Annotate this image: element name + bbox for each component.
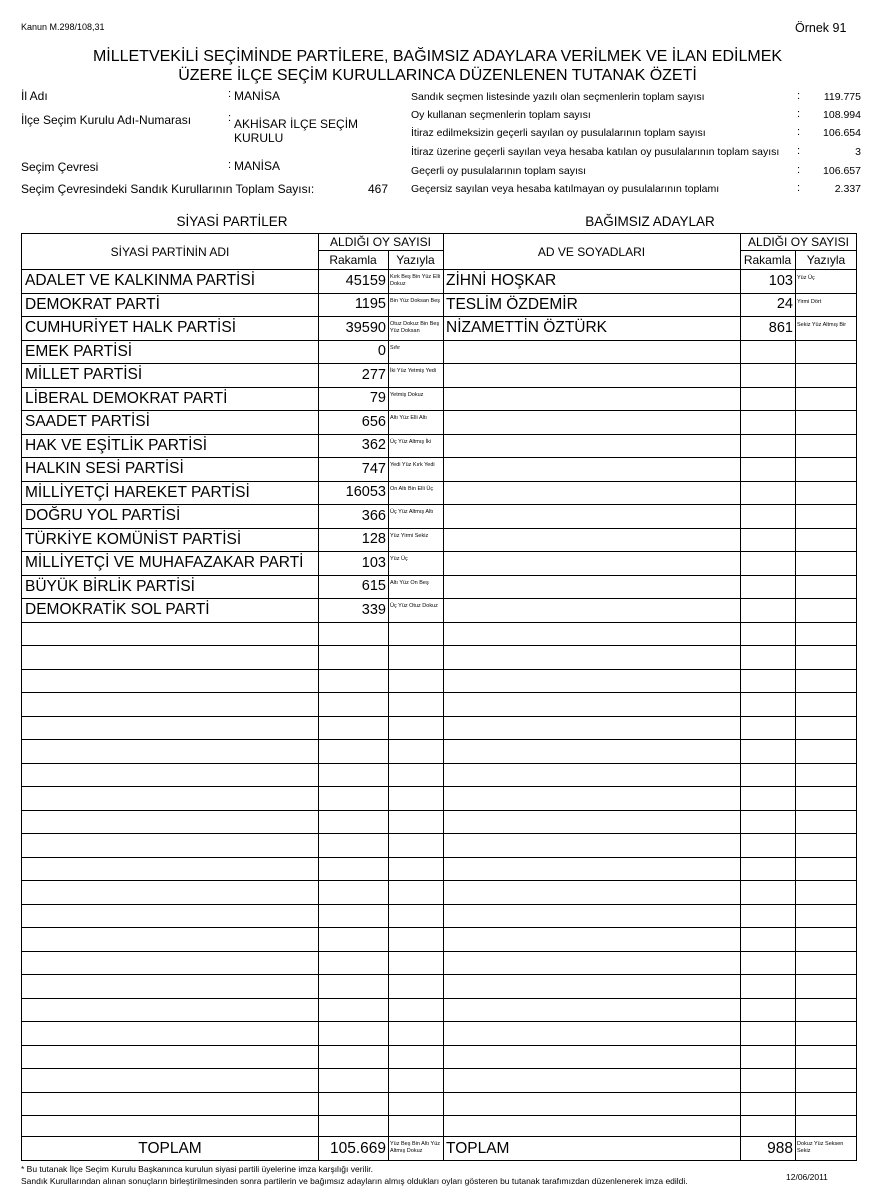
colon: : [228, 88, 232, 100]
row-divider [22, 551, 856, 552]
row-divider [22, 504, 856, 505]
stat-value: 2.337 [834, 183, 861, 195]
row-divider [22, 857, 856, 858]
cevre-value: MANİSA [234, 159, 281, 173]
header-divider [740, 250, 857, 251]
candidate-name-header: AD VE SOYADLARI [537, 245, 646, 259]
row-divider [22, 974, 856, 975]
row-divider [22, 387, 856, 388]
party-votes: 79 [369, 390, 386, 406]
party-votes: 747 [361, 460, 386, 477]
party-name: DEMOKRAT PARTİ [25, 295, 160, 313]
row-divider [22, 716, 856, 717]
row-divider [22, 763, 856, 764]
row-divider [22, 363, 856, 364]
row-divider [22, 1068, 856, 1069]
stat-label: Geçersiz sayılan veya hesaba katılmayan oy pusulalarının toplamı [411, 183, 720, 195]
colon: : [797, 182, 801, 194]
colon: : [797, 164, 801, 176]
row-divider [22, 316, 856, 317]
row-divider [22, 410, 856, 411]
il-label: İl Adı [21, 89, 48, 103]
party-name: CUMHURİYET HALK PARTİSİ [25, 319, 237, 336]
header-divider [318, 250, 443, 251]
document-title-line2: ÜZERE İLÇE SEÇİM KURULLARINCA DÜZENLENEN TUTANAK ÖZETİ [178, 67, 697, 84]
stat-value: 119.775 [823, 91, 861, 103]
candidate-votes-words: Sekiz Yüz Altmış Bir [797, 322, 847, 328]
stat-label: Geçerli oy pusulalarının toplam sayısı [411, 165, 587, 177]
row-divider [22, 481, 856, 482]
party-name: EMEK PARTİSİ [25, 342, 133, 360]
party-name: BÜYÜK BİRLİK PARTİSİ [25, 577, 195, 595]
row-divider [22, 1021, 856, 1022]
row-divider [22, 293, 856, 294]
candidate-votes: 103 [768, 272, 793, 289]
party-votes-header: ALDIĞI OY SAYISI [330, 235, 431, 249]
party-name: MİLLET PARTİSİ [25, 366, 143, 383]
row-divider [22, 951, 856, 952]
header-bottom-line [22, 269, 856, 270]
party-votes-words: Sıfır [390, 344, 401, 351]
party-votes: 39590 [345, 319, 386, 336]
row-divider [22, 598, 856, 599]
candidate-votes-words: Yüz Üç [797, 275, 815, 281]
cevre-label: Seçim Çevresi [21, 160, 99, 174]
row-divider [22, 528, 856, 529]
results-table [21, 233, 857, 1161]
party-votes-words: Kırk Beş Bin Yüz Elli Dokuz [390, 274, 441, 287]
candidate-votes-words: Yirmi Dört [797, 298, 822, 305]
stat-label: Oy kullanan seçmenlerin toplam sayısı [411, 109, 591, 121]
colon: : [797, 90, 801, 102]
party-votes-words: İki Yüz Yetmiş Yedi [390, 368, 437, 374]
row-divider [22, 786, 856, 787]
candidate-name: TESLİM ÖZDEMİR [446, 295, 578, 313]
candidate-total-label: TOPLAM [446, 1140, 510, 1157]
row-divider [22, 1115, 856, 1116]
candidate-total-value: 988 [767, 1140, 793, 1157]
stat-label: İtiraz edilmeksizin geçerli sayılan oy pusulalarının toplam sayısı [411, 127, 706, 139]
party-name: SAADET PARTİSİ [25, 413, 150, 430]
footer-note-1: * Bu tutanak İlçe Seçim Kurulu Başkanınca kurulun siyasi partili üyelerine imza karşılığı verilir. [21, 1164, 373, 1174]
party-votes: 0 [377, 343, 386, 359]
row-divider [22, 998, 856, 999]
il-value: MANİSA [234, 89, 281, 103]
row-divider [22, 904, 856, 905]
stat-value: 106.654 [823, 127, 861, 139]
party-total-value: 105.669 [329, 1140, 386, 1157]
candidate-total-words: Dokuz Yüz Seksen Sekiz [797, 1141, 844, 1154]
party-total-words: Yüz Beş Bin Altı Yüz Altmış Dokuz [390, 1141, 441, 1154]
party-numeric-header: Rakamla [329, 253, 377, 267]
party-name: LİBERAL DEMOKRAT PARTİ [25, 389, 228, 407]
colon: : [797, 108, 801, 120]
party-votes: 615 [361, 578, 386, 594]
stat-label: İtiraz üzerine geçerli sayılan veya hesaba katılan oy pusulalarının toplam sayısı [411, 146, 780, 158]
party-votes-words: Altı Yüz On Beş [390, 579, 429, 586]
party-votes-words: Üç Yüz Otuz Dokuz [390, 603, 438, 609]
row-divider [22, 434, 856, 435]
row-divider [22, 340, 856, 341]
ilce-value-line2: KURULU [234, 131, 284, 145]
stat-value: 3 [855, 146, 861, 158]
candidate-votes-header: ALDIĞI OY SAYISI [748, 235, 849, 249]
party-votes-words: Yüz Yirmi Sekiz [390, 532, 429, 539]
party-votes-words: Üç Yüz Altmış Altı [390, 509, 434, 515]
ilce-label: İlçe Seçim Kurulu Adı-Numarası [21, 113, 192, 127]
document-title-line1: MİLLETVEKİLİ SEÇİMİNDE PARTİLERE, BAĞIMSIZ ADAYLARA VERİLMEK VE İLAN EDİLMEK [92, 48, 783, 65]
ilce-value-line1: AKHİSAR İLÇE SEÇİM [234, 117, 359, 131]
totals-line [22, 1136, 856, 1137]
party-name: MİLLİYETÇİ VE MUHAFAZAKAR PARTİ [25, 554, 304, 571]
sandik-label: Seçim Çevresindeki Sandık Kurullarının Toplam Sayısı: [21, 182, 315, 196]
party-votes: 656 [361, 413, 386, 430]
party-name-header: SİYASİ PARTİNİN ADI [110, 245, 230, 259]
party-votes: 45159 [345, 272, 386, 289]
candidate-numeric-header: Rakamla [743, 253, 792, 267]
row-divider [22, 692, 856, 693]
party-written-header: Yazıyla [396, 253, 435, 267]
party-votes: 16053 [345, 484, 386, 500]
stat-label: Sandık seçmen listesinde yazılı olan seçmenlerin toplam sayısı [411, 91, 705, 103]
party-name: HAK VE EŞİTLİK PARTİSİ [25, 436, 208, 454]
footer-date: 12/06/2011 [786, 1172, 828, 1182]
colon: : [228, 159, 232, 171]
row-divider [22, 575, 856, 576]
party-votes-words: Üç Yüz Altmış İki [390, 438, 432, 445]
row-divider [22, 810, 856, 811]
party-name: HALKIN SESİ PARTİSİ [25, 460, 184, 477]
row-divider [22, 1092, 856, 1093]
party-total-label: TOPLAM [138, 1140, 202, 1157]
party-votes: 339 [361, 601, 386, 618]
form-number: Örnek 91 [795, 21, 847, 35]
party-votes-words: Yedi Yüz Kırk Yedi [390, 462, 435, 468]
candidate-votes: 861 [768, 319, 793, 336]
party-votes: 103 [361, 554, 386, 571]
stat-value: 106.657 [823, 165, 861, 177]
row-divider [22, 645, 856, 646]
candidate-name: NİZAMETTİN ÖZTÜRK [446, 319, 608, 336]
party-votes-words: Otuz Dokuz Bin Beş Yüz Doksan [390, 321, 440, 334]
footer-note-2: Sandık Kurullarından alınan sonuçların birleştirilmesinden sonra partilerin ve bağımsız adayların almış oldukları oyları gösteren bu tutanak tarafımızdan düzenlenerek imza edildi. [21, 1176, 688, 1186]
row-divider [22, 880, 856, 881]
party-votes-words: Bin Yüz Doksan Beş [390, 297, 441, 304]
party-votes-words: On Altı Bin Elli Üç [390, 485, 434, 492]
party-votes-words: Yüz Üç [390, 556, 408, 562]
party-votes-words: Altı Yüz Elli Altı [390, 415, 427, 421]
party-votes: 277 [361, 366, 386, 383]
party-name: DOĞRU YOL PARTİSİ [25, 507, 181, 524]
colon: : [228, 112, 232, 124]
party-name: TÜRKİYE KOMÜNİST PARTİSİ [25, 530, 242, 548]
parties-section-heading: SİYASİ PARTİLER [176, 214, 288, 229]
independents-section-heading: BAĞIMSIZ ADAYLAR [585, 214, 715, 229]
row-divider [22, 833, 856, 834]
candidate-written-header: Yazıyla [806, 253, 846, 267]
party-name: MİLLİYETÇİ HAREKET PARTİSİ [25, 483, 250, 501]
party-name: DEMOKRATİK SOL PARTİ [25, 601, 210, 618]
party-votes-words: Yetmiş Dokuz [390, 391, 424, 398]
law-reference: Kanun M.298/108,31 [21, 22, 105, 32]
party-votes: 128 [361, 531, 386, 547]
candidate-name: ZİHNİ HOŞKAR [446, 272, 557, 289]
party-name: ADALET VE KALKINMA PARTİSİ [25, 272, 256, 289]
stat-value: 108.994 [823, 109, 861, 121]
party-votes: 366 [361, 507, 386, 524]
party-votes: 1195 [354, 296, 386, 312]
row-divider [22, 927, 856, 928]
candidate-votes: 24 [776, 296, 793, 312]
row-divider [22, 669, 856, 670]
row-divider [22, 1045, 856, 1046]
row-divider [22, 622, 856, 623]
colon: : [797, 145, 801, 157]
row-divider [22, 739, 856, 740]
row-divider [22, 457, 856, 458]
party-votes: 362 [361, 437, 386, 453]
sandik-value: 467 [367, 182, 388, 196]
colon: : [797, 126, 801, 138]
